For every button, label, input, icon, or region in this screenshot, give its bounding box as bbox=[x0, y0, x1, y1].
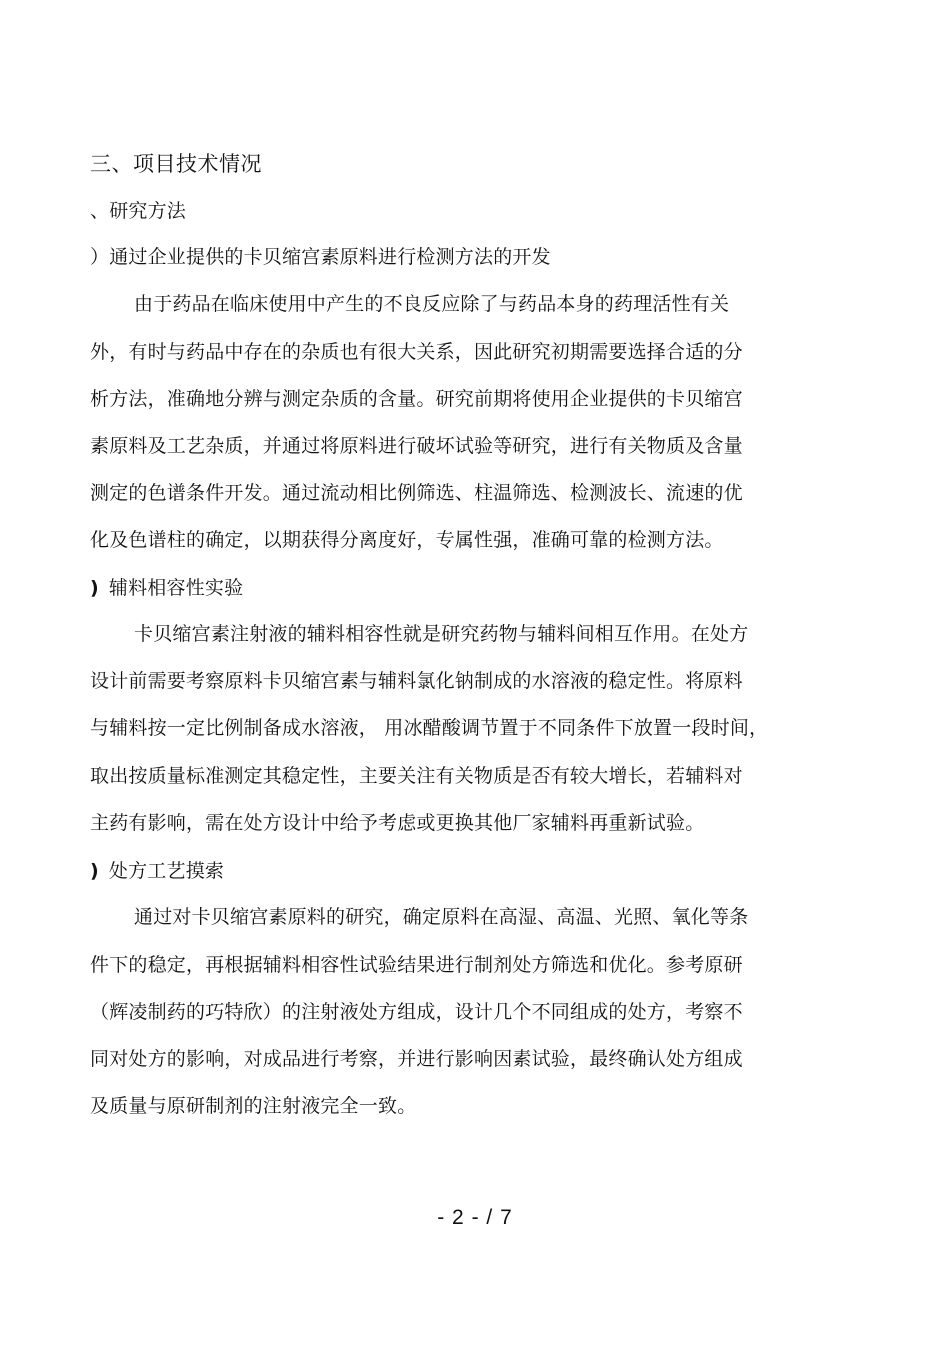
paragraph-line: 卡贝缩宫素注射液的辅料相容性就是研究药物与辅料间相互作用。在处方 bbox=[134, 623, 749, 645]
section-2-title bbox=[90, 576, 243, 600]
paragraph-line: 件下的稳定，再根据辅料相容性试验结果进行制剂处方筛选和优化。参考原研 bbox=[90, 954, 743, 976]
section-2-paren: ) bbox=[90, 577, 99, 599]
paragraph-line: 化及色谱柱的确定，以期获得分离度好，专属性强，准确可靠的检测方法。 bbox=[90, 529, 724, 551]
paragraph-line: 与辅料按一定比例制备成水溶液， 用冰醋酸调节置于不同条件下放置一段时间， bbox=[90, 717, 769, 739]
paragraph-line: （辉凌制药的巧特欣）的注射液处方组成，设计几个不同组成的处方，考察不 bbox=[90, 1001, 743, 1023]
paragraph-line: 设计前需要考察原料卡贝缩宫素与辅料氯化钠制成的水溶液的稳定性。将原料 bbox=[90, 670, 743, 692]
paragraph-line: 及质量与原研制剂的注射液完全一致。 bbox=[90, 1095, 417, 1117]
paragraph-line: 外，有时与药品中存在的杂质也有很大关系，因此研究初期需要选择合适的分 bbox=[90, 341, 743, 363]
paragraph-line: 取出按质量标准测定其稳定性，主要关注有关物质是否有较大增长，若辅料对 bbox=[90, 765, 743, 787]
page-number: - 2 - / 7 bbox=[437, 1206, 513, 1229]
section-3-paren: ) bbox=[90, 860, 99, 882]
paragraph-line: 同对处方的影响，对成品进行考察，并进行影响因素试验，最终确认处方组成 bbox=[90, 1048, 743, 1070]
section-heading: 三、项目技术情况 bbox=[90, 152, 262, 176]
section-3-title-text: 处方工艺摸索 bbox=[108, 860, 225, 882]
paragraph-line: 测定的色谱条件开发。通过流动相比例筛选、柱温筛选、检测波长、流速的优 bbox=[90, 482, 743, 504]
section-1-title: ）通过企业提供的卡贝缩宫素原料进行检测方法的开发 bbox=[90, 246, 551, 268]
paragraph-line: 主药有影响，需在处方设计中给予考虑或更换其他厂家辅料再重新试验。 bbox=[90, 812, 705, 834]
paragraph-line: 析方法，准确地分辨与测定杂质的含量。研究前期将使用企业提供的卡贝缩宫 bbox=[90, 388, 743, 410]
section-3-title bbox=[90, 859, 224, 883]
subheading: 、研究方法 bbox=[90, 200, 187, 222]
paragraph-line: 素原料及工艺杂质，并通过将原料进行破坏试验等研究，进行有关物质及含量 bbox=[90, 435, 743, 457]
section-2-title-text: 辅料相容性实验 bbox=[108, 577, 244, 599]
paragraph-line: 通过对卡贝缩宫素原料的研究，确定原料在高湿、高温、光照、氧化等条 bbox=[134, 906, 749, 928]
paragraph-line: 由于药品在临床使用中产生的不良反应除了与药品本身的药理活性有关 bbox=[134, 293, 730, 315]
